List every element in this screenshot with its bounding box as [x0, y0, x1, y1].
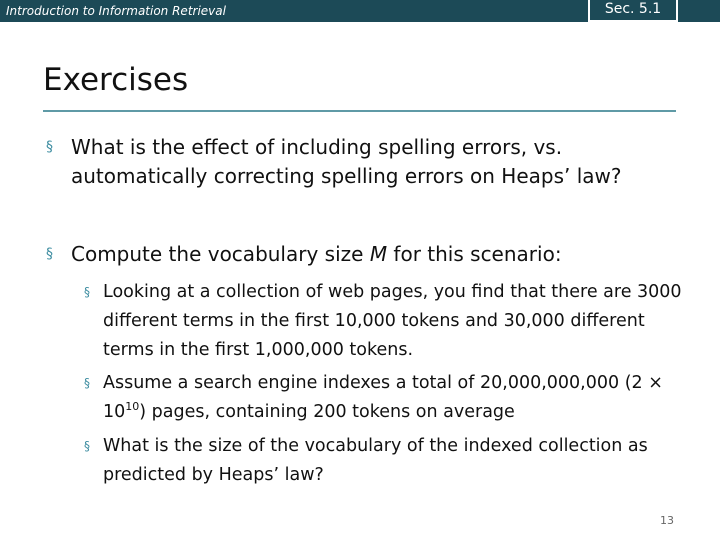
- sub-bullet-text-1: Looking at a collection of web pages, you find that there are 3000 different terms in the first 10,000 tokens and 30,000 different terms in the first 1,000,000 tokens.: [103, 282, 682, 360]
- exponent: 10: [125, 400, 140, 414]
- sub-bullet-item-3: [84, 432, 684, 490]
- sub-bullet-icon: §: [84, 285, 90, 299]
- bullet-text-1: What is the effect of including spelling errors, vs. automatically correcting spelling errors on Heaps’ law?: [71, 135, 622, 188]
- bullet-icon: §: [46, 139, 53, 155]
- title-divider: [43, 110, 676, 112]
- sub-bullet-text-3: What is the size of the vocabulary of the indexed collection as predicted by Heaps’ law?: [103, 436, 648, 485]
- bullet-text-2-start: Compute the vocabulary size: [71, 242, 370, 266]
- course-title: Introduction to Information Retrieval: [6, 4, 226, 18]
- sub-bullet-text-2-end: ) pages, containing 200 tokens on average: [139, 402, 515, 422]
- bullet-item-1: [46, 133, 686, 191]
- section-label: Sec. 5.1: [604, 1, 662, 17]
- sub-bullet-item-1: [84, 278, 684, 365]
- sub-bullet-icon: §: [84, 376, 90, 390]
- section-tab: [588, 0, 678, 22]
- bullet-icon: §: [46, 246, 53, 262]
- page-number: 13: [660, 514, 674, 527]
- sub-bullet-text-2-start: Assume a search engine indexes a total of 20,000,000,000 (2 × 10: [103, 373, 663, 422]
- bullet-text-2-end: for this scenario:: [387, 242, 562, 266]
- sub-bullet-text-2: [84, 369, 684, 427]
- sub-bullet-item-2: [84, 369, 684, 427]
- variable-m: M: [369, 242, 388, 266]
- bullet-text-2: [46, 240, 686, 269]
- slide-title: Exercises: [43, 62, 189, 98]
- sub-bullet-icon: §: [84, 439, 90, 453]
- bullet-item-2: [46, 240, 686, 269]
